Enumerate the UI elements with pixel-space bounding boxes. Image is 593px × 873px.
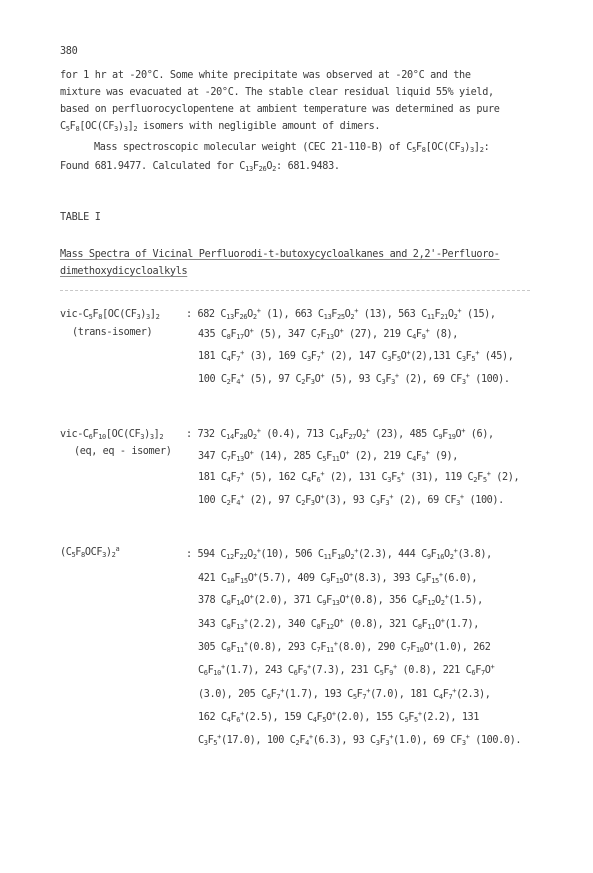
- paragraph-line: [60, 122, 380, 132]
- paragraph-line: based on perfluorocyclopentene at ambient temperature was determined as pure: [60, 104, 500, 115]
- spectrum-line: 421 $C_{10}F_{15}O^+(5.7)$, 409 $C_9F_{15}O^+(8.3)$, 393 $C_9F_{15}^+(6.0)$,: [198, 571, 478, 585]
- spectrum-line: 100 $C_2F_4^+$ (2), 97 $C_2F_3O^+(3)$, 93 $C_3F_3^+$ (2), 69 $CF_3^+$ (100).: [198, 493, 504, 507]
- spectrum-line: 343 $C_8F_{13}^+(2.2)$, 340 $C_8F_{12}O^+$ (0.8), 321 $C_8F_{11}O^+(1.7)$,: [198, 617, 479, 631]
- compound-name: $(C_5F_8OCF_3)_2^a$: [60, 545, 120, 559]
- table-rule: [60, 290, 530, 291]
- formula: Found 681.9477. Calculated for $C_{13}F_{26}O_2$: 681.9483.: [60, 161, 340, 173]
- paragraph-line: for 1 hr at -20°C. Some white precipitate was observed at -20°C and the: [60, 70, 471, 81]
- spectrum-line: : 594 $C_{12}F_{22}O_2^+(10)$, 506 $C_{11}F_{18}O_2^+(2.3)$, 444 $C_9F_{16}O_2^+(3.8)$,: [186, 547, 492, 561]
- table-label: TABLE I: [60, 212, 101, 223]
- compound-name: vic-$C_5F_8[OC(CF_3)_3]_2$: [60, 309, 160, 321]
- spectrum-line: 162 $C_4F_6^+(2.5)$, 159 $C_4F_5O^+(2.0)$, 155 $C_5F_5^+(2.2)$, 131: [198, 710, 480, 724]
- compound-name: vic-$C_6F_{10}[OC(CF_3)_3]_2$: [60, 429, 164, 441]
- isomer-label: (trans-isomer): [72, 327, 153, 338]
- table-title-continued: dimethoxydicycloalkyls: [60, 266, 188, 277]
- spectrum-line: 435 $C_8F_{17}O^+$ (5), 347 $C_7F_{13}O^+$ (27), 219 $C_4F_9^+$ (8),: [198, 327, 458, 341]
- formula: Mass spectroscopic molecular weight (CEC 21-110-B) of $C_5F_8[OC(CF_3)_3]_2$:: [94, 142, 490, 154]
- spectrum-line: $C_3F_5^+(17.0)$, 100 $C_2F_4^+(6.3)$, 93 $C_3F_3^+(1.0)$, 69 $CF_3^+$ (100.0).: [198, 733, 522, 747]
- spectrum-line: (3.0), 205 $C_6F_7^+(1.7)$, 193 $C_5F_7^+(7.0)$, 181 $C_4F_7^+(2.3)$,: [198, 687, 491, 701]
- spectrum-line: 305 $C_8F_{11}^+(0.8)$, 293 $C_7F_{11}^+(8.0)$, 290 $C_7F_{10}O^+(1.0)$, 262: [198, 640, 491, 654]
- spectrum-line: $C_6F_{10}^+(1.7)$, 243 $C_6F_9^+(7.3)$, 231 $C_5F_9^+$ (0.8), 221 $C_6F_7O^+$: [198, 663, 495, 677]
- spectrum-line: 181 $C_4F_7^+$ (5), 162 $C_4F_6^+$ (2), 131 $C_3F_5^+$ (31), 119 $C_2F_5^+$ (2),: [198, 470, 520, 484]
- spectrum-line: 181 $C_4F_7^+$ (3), 169 $C_3F_7^+$ (2), 147 $C_3F_5O^+(2),131$ $C_3F_5^+$ (45),: [198, 349, 514, 363]
- spectrum-line: : 682 $C_{13}F_{26}O_2^+$ (1), 663 $C_{13}F_{25}O_2^+$ (13), 563 $C_{11}F_{21}O_2^+$ (15),: [186, 307, 496, 321]
- spectrum-line: 100 $C_2F_4^+$ (5), 97 $C_2F_3O^+$ (5), 93 $C_3F_3^+$ (2), 69 $CF_3^+$ (100).: [198, 372, 510, 386]
- isomer-label: (eq, eq - isomer): [74, 446, 172, 457]
- paragraph-line: [94, 143, 489, 153]
- spectrum-line: 347 $C_7F_{13}O^+$ (14), 285 $C_5F_{11}O^+$ (2), 219 $C_4F_9^+$ (9),: [198, 449, 458, 463]
- paragraph-line: mixture was evacuated at -20°C. The stable clear residual liquid 55% yield,: [60, 87, 494, 98]
- spectrum-line: 378 $C_8F_{14}O^+(2.0)$, 371 $C_9F_{13}O^+(0.8)$, 356 $C_8F_{12}O_2^+(1.5)$,: [198, 593, 483, 607]
- formula: $C_5F_8[OC(CF_3)_3]_2$ isomers with negligible amount of dimers.: [60, 121, 381, 133]
- page-number: 380: [60, 46, 78, 57]
- paragraph-line: [60, 162, 340, 172]
- spectrum-line: : 732 $C_{14}F_{28}O_2^+$ (0.4), 713 $C_{14}F_{27}O_2^+$ (23), 485 $C_9F_{19}O^+$ (6),: [186, 427, 494, 441]
- table-title: Mass Spectra of Vicinal Perfluorodi-t-butoxycycloalkanes and 2,2'-Perfluoro-: [60, 249, 500, 260]
